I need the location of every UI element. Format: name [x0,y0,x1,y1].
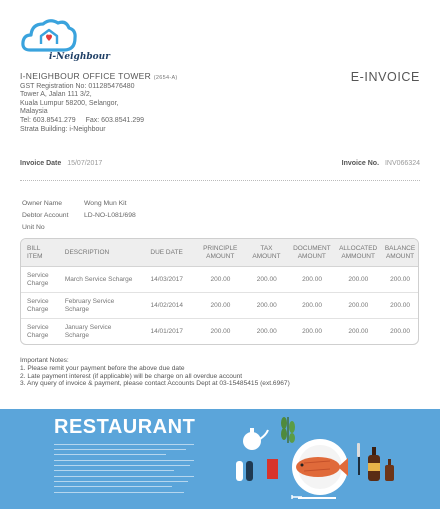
header-allocated-amount: ALLOCATED AMMOUNT [339,244,378,260]
cell-tax-amount: 200.00 [256,275,277,283]
cell-allocated-amount: 200.00 [348,275,369,283]
debtor-account-label: Debtor Account [22,212,69,219]
contact-line [20,117,178,126]
brand-logo [20,14,110,66]
glass-icon [267,459,278,479]
telephone: Tel: 603.8541.279 [20,116,76,124]
document-title: E-INVOICE [350,70,420,84]
note-item: 2. Late payment interest (if applicable) will be charge on all overdue account [20,372,243,380]
cell-balance-amount: 200.00 [390,328,411,336]
cell-principle-amount: 200.00 [210,328,231,336]
header-balance-amount: BALANCE AMOUNT [384,244,416,260]
cell-bill-item: Service Charge [27,297,49,313]
cell-description: January Service Scharge [64,324,112,339]
fax: Fax: 603.8541.299 [85,116,145,124]
invoice-table [20,238,419,345]
unit-row [22,222,136,234]
debtor-row [22,210,136,222]
important-notes [20,357,290,388]
gst-number: GST Registration No: 011285476480 [20,82,135,90]
header-principle-amount: PRINCIPLE AMOUNT [203,244,238,260]
table-row [21,319,418,345]
debtor-account-value: LD-NO-L081/698 [84,212,136,219]
cell-bill-item: Service Charge [27,324,49,339]
salt-shaker-icon [236,461,243,481]
restaurant-illustration [232,409,432,509]
note-item: 3. Any query of invoice & payment, please contact Accounts Dept at 03-15485415 (ext.6967) [20,380,290,388]
cell-principle-amount: 200.00 [210,275,231,283]
cell-allocated-amount: 200.00 [348,301,369,309]
owner-row [22,198,136,210]
header-document-amount: DOCUMENT AMOUNT [293,244,331,260]
herb-icon [281,417,295,443]
cell-balance-amount: 200.00 [390,301,411,309]
invoice-number [342,160,420,167]
teapot-icon [243,428,268,450]
invoice-meta [20,160,420,172]
invoice-date-label: Invoice Date [20,160,62,167]
company-info [20,72,178,134]
cell-tax-amount: 200.00 [256,328,277,336]
cell-due-date: 14/03/2017 [150,275,184,283]
notes-heading: Important Notes: [20,357,69,364]
owner-info [22,198,136,234]
table-row [21,293,418,319]
company-name [20,72,178,83]
table-row [21,267,418,293]
bottle-icon [368,447,394,481]
cell-allocated-amount: 200.00 [348,328,369,336]
cell-bill-item: Service Charge [27,271,49,287]
cell-document-amount: 200.00 [302,328,322,336]
unit-no-label: Unit No [22,224,45,231]
cell-balance-amount: 200.00 [390,275,411,283]
owner-name-value: Wong Mun Kit [84,200,127,207]
divider [20,180,420,181]
header-description: DESCRIPTION [64,248,110,256]
cell-document-amount: 200.00 [302,301,322,309]
restaurant-banner [0,409,440,509]
cell-due-date: 14/01/2017 [150,328,184,336]
cell-description: March Service Scharge [64,275,133,283]
cell-document-amount: 200.00 [302,275,322,283]
company-reg: (2654-A) [153,75,178,81]
invoice-no-value: INV066324 [384,160,420,167]
cell-due-date: 14/02/2014 [150,301,184,309]
logo-text: i-Neighbour [49,52,110,62]
invoice-date-value: 15/07/2017 [67,160,103,167]
invoice-no-label: Invoice No. [341,160,380,167]
strata-building: Strata Building: i-Neighbour [20,125,106,133]
header-due-date: DUE DATE [150,248,183,256]
table-header [21,239,418,267]
owner-name-label: Owner Name [22,200,63,207]
cell-description: February Service Scharge [64,297,115,313]
cell-principle-amount: 200.00 [210,301,231,309]
cell-tax-amount: 200.00 [256,301,277,309]
address-line-3: Malaysia [20,108,48,116]
pepper-shaker-icon [246,461,253,481]
banner-title: RESTAURANT [54,416,196,438]
header-bill-item: BILL ITEM [27,244,43,260]
address-line-2: Kuala Lumpur 58200, Selangor, [20,99,119,107]
note-item: 1. Please remit your payment before the above due date [20,364,185,372]
header-tax-amount: TAX AMOUNT [252,244,281,260]
company-name-text: I-NEIGHBOUR OFFICE TOWER [20,71,152,81]
address-line-1: Tower A, Jalan 111 3/2, [20,91,92,99]
